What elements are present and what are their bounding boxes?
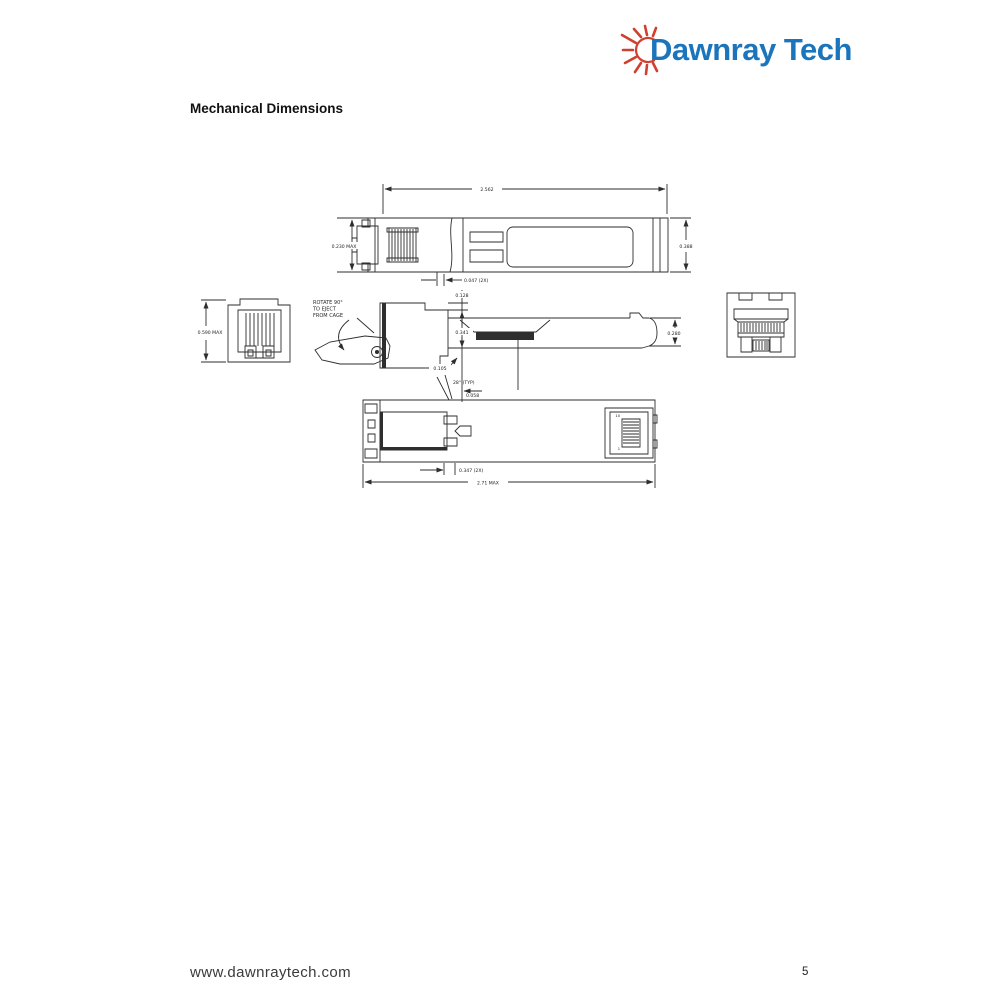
note-line-2: TO EJECT (313, 306, 336, 313)
page-number: 5 (802, 966, 809, 978)
bottom-view (363, 375, 657, 488)
dim-bottom-offset-pair: 0.347 (2X) (459, 469, 484, 474)
contact-hatch (392, 229, 413, 261)
dim-front-height: 0.590 MAX (197, 331, 223, 336)
dim-side-step-top: 0.128 (455, 294, 469, 299)
side-view (312, 290, 685, 402)
dim-side-step-bottom: 0.105 (433, 367, 447, 372)
dim-top-width: 0.230 MAX (331, 245, 357, 250)
pin-number-first: 1 (617, 447, 620, 451)
brand-text: Dawnray Tech (650, 32, 852, 67)
pin-hatch (741, 323, 780, 332)
note-line-1: ROTATE 90° (313, 300, 343, 306)
jack-hatch (246, 313, 274, 346)
dim-bottom-offset-top: 0.058 (466, 394, 480, 399)
footer-website: www.dawnraytech.com (190, 964, 351, 981)
dim-top-depth: 0.388 (679, 245, 693, 250)
page-title: Mechanical Dimensions (190, 101, 344, 116)
rear-view (727, 293, 795, 357)
dim-top-offset: 0.047 (2X) (464, 279, 489, 284)
front-view (196, 299, 290, 362)
dim-side-rear-height: 0.280 (667, 332, 681, 337)
dim-side-body-height: 0.341 (455, 331, 469, 336)
dim-top-length: 2.562 (480, 188, 494, 193)
dim-bottom-length: 2.71 MAX (477, 481, 499, 487)
edge-pin-hatch (623, 422, 639, 443)
pin-number-last: 10 (615, 414, 620, 418)
top-view (331, 184, 695, 286)
bail-latch (315, 336, 390, 364)
dim-bottom-angle: 28° (TYP) (453, 381, 475, 386)
note-line-3: FROM CAGE (313, 313, 344, 319)
